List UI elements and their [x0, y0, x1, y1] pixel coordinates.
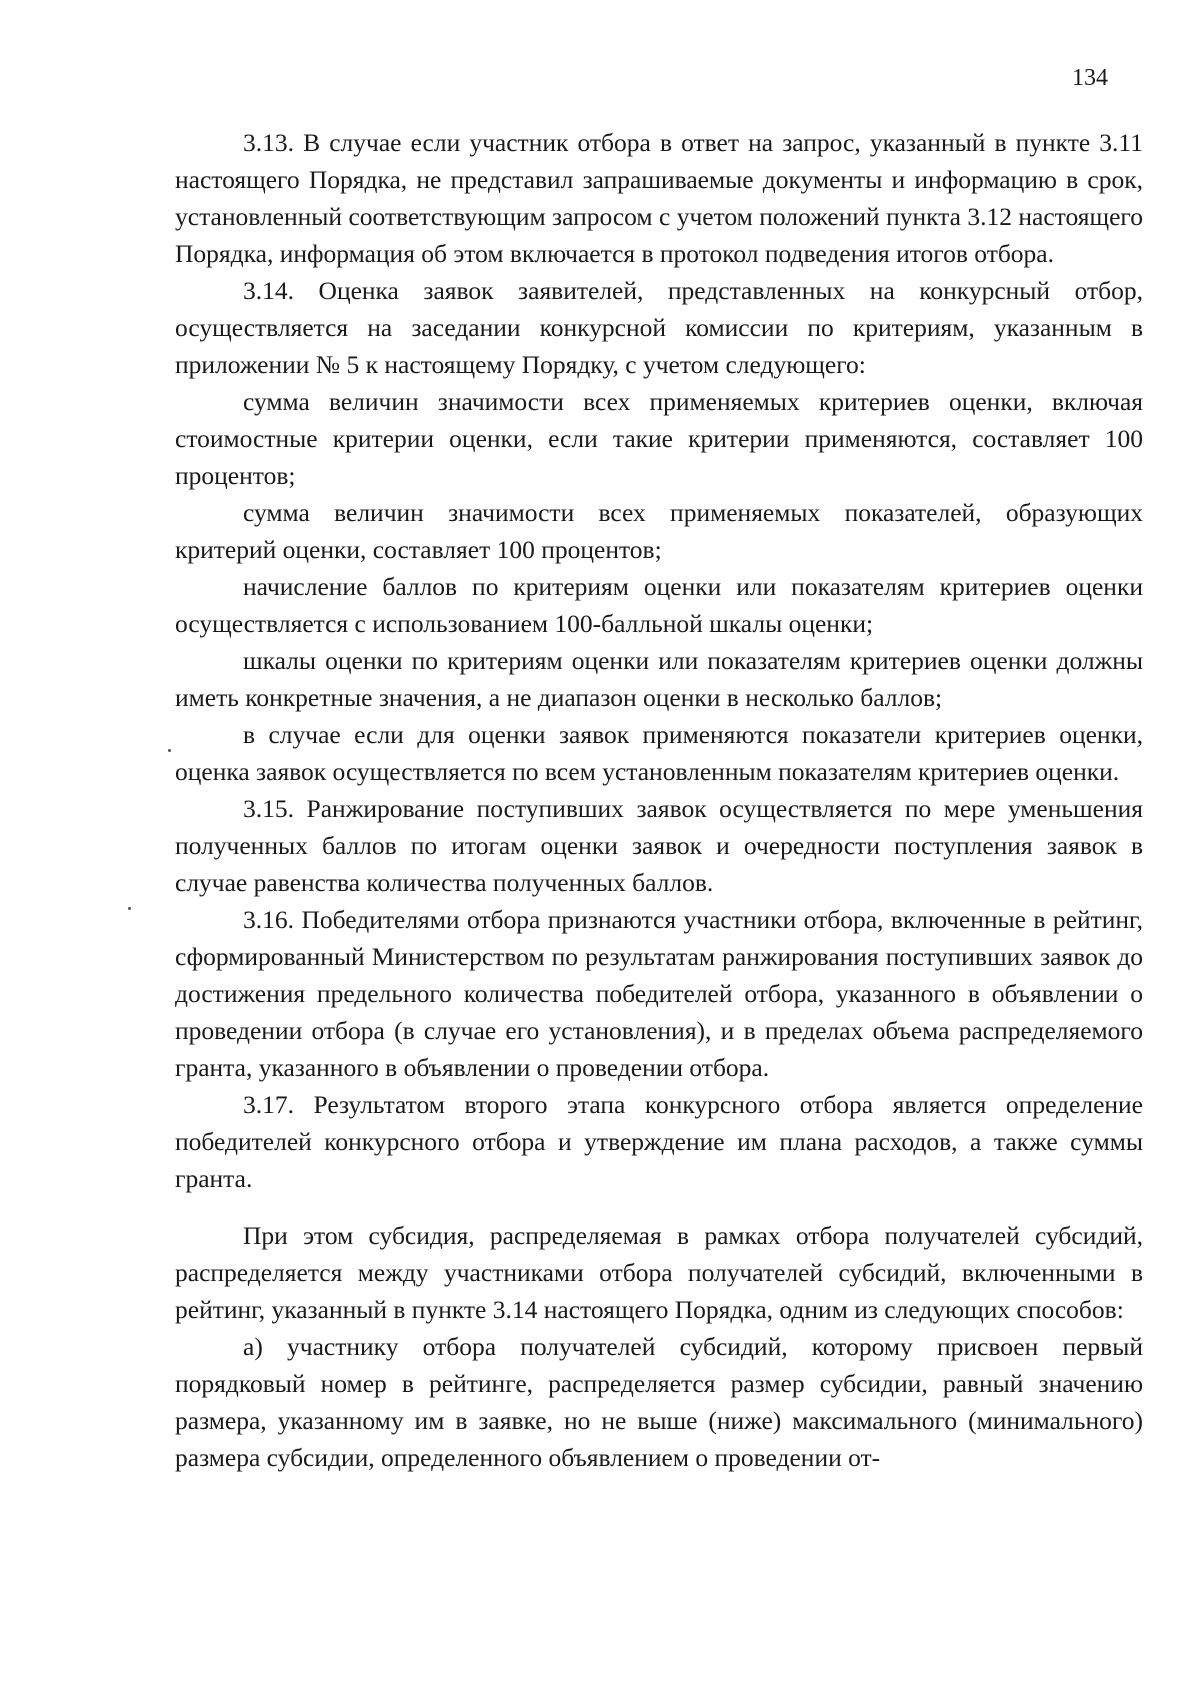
paragraph-3-14: 3.14. Оценка заявок заявителей, представленных на конкурсный отбор, осуществляется на заседании конкурсной комиссии по критериям, указанным в приложении № 5 к настоящему Порядку, с учетом следующего:: [175, 276, 1143, 379]
criteria-item-sum-indicators: сумма величин значимости всех применяемых показателей, образующих критерий оценки, составляет 100 процентов;: [175, 498, 1143, 564]
paragraph-3-16: 3.16. Победителями отбора признаются участники отбора, включенные в рейтинг, сформированный Министерством по результатам ранжирования поступивших заявок до достижения предельного количества победителей отбора, указанного в объявлении о проведении отбора (в случае его установления), и в пределах объема распределяемого гранта, указанного в объявлении о проведении отбора.: [175, 905, 1143, 1082]
criteria-item-sum-criteria: сумма величин значимости всех применяемых критериев оценки, включая стоимостные критерии оценки, если такие критерии применяются, составляет 100 процентов;: [175, 387, 1143, 490]
criteria-item-specific-values: шкалы оценки по критериям оценки или показателям критериев оценки должны иметь конкретные значения, а не диапазон оценки в несколько баллов;: [175, 646, 1143, 712]
paragraph-distribution: При этом субсидия, распределяемая в рамках отбора получателей субсидий, распределяется между участниками отбора получателей субсидий, включенными в рейтинг, указанный в пункте 3.14 настоящего Порядка, одним из следующих способов:: [175, 1221, 1143, 1324]
distribution-method-a: а) участнику отбора получателей субсидий, которому присвоен первый порядковый номер в рейтинге, распределяется размер субсидии, равный значению размера, указанному им в заявке, но не выше (ниже) максимального (минимального) размера субсидии, определенного объявлением о проведении от-: [175, 1332, 1143, 1472]
paragraph-3-13: 3.13. В случае если участник отбора в ответ на запрос, указанный в пункте 3.11 настоящего Порядка, не представил запрашиваемые документы и информацию в срок, установленный соответствующим запросом с учетом положений пункта 3.12 настоящего Порядка, информация об этом включается в протокол подведения итогов отбора.: [175, 128, 1143, 268]
paragraph-3-15: 3.15. Ранжирование поступивших заявок осуществляется по мере уменьшения полученных баллов по итогам оценки заявок и очередности поступления заявок в случае равенства количества полученных баллов.: [175, 794, 1143, 897]
document-body: [175, 124, 1143, 1476]
paragraph-3-17: 3.17. Результатом второго этапа конкурсного отбора является определение победителей конкурсного отбора и утверждение им плана расходов, а также суммы гранта.: [175, 1090, 1143, 1193]
scan-speck: [128, 907, 131, 910]
page-number: 134: [1072, 65, 1108, 91]
criteria-item-scoring-scale: начисление баллов по критериям оценки или показателям критериев оценки осуществляется с использованием 100-балльной шкалы оценки;: [175, 572, 1143, 638]
criteria-item-all-indicators: в случае если для оценки заявок применяются показатели критериев оценки, оценка заявок осуществляется по всем установленным показателям критериев оценки.: [175, 720, 1143, 786]
scan-speck: [168, 749, 171, 752]
